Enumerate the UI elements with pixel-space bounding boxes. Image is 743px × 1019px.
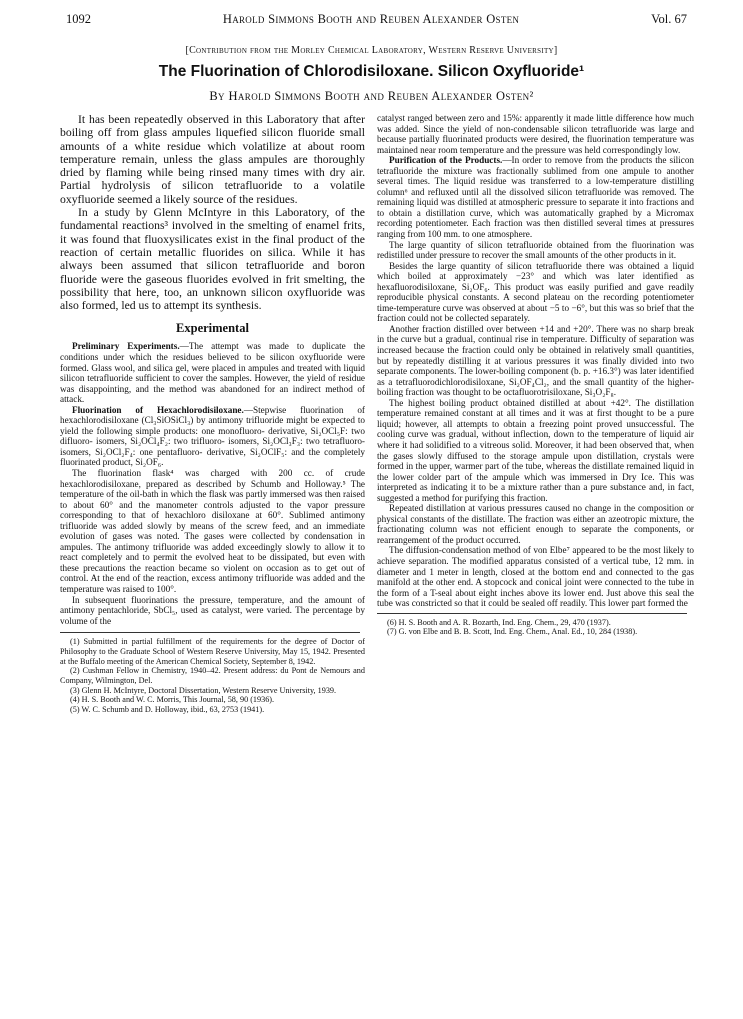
run-in-heading: Fluorination of Hexachlorodisiloxane.: [72, 404, 244, 415]
paragraph-text: —In order to remove from the products the silicon tetrafluoride the mixture was fractionally sublimed from one ampule to another several times. The liquid residue was transferred to a low-temperature distilling column⁶ and refluxed until all the dissolved silicon tetrafluoride was removed. The remaining liquid was distilled at atmospheric pressure to separate it into fractions and to obtain a distillation curve, which was automatically graphed by a Micromax recording potentiometer. Each fraction was then distilled several times at pressures ranging from 100 mm. to one atmosphere.: [377, 155, 695, 240]
footnote: (7) G. von Elbe and B. B. Scott, Ind. Eng. Chem., Anal. Ed., 10, 284 (1938).: [387, 627, 638, 637]
intro-paragraph: In a study by Glenn McIntyre in this Laboratory, of the fundamental reactions³ involved in the smelting of enamel frits, it was found that fluoxysilicates exist in the final product of the reaction of certain metallic fluorides on silica. While it has always been assumed that silicon tetrafluoride and boron fluoride were the gaseous fluorides evolved in frit smelting, the possibility that here, too, an unknown silicon oxyfluoride was also formed, led us to attempt its synthesis.: [60, 206, 365, 313]
run-in-heading: Preliminary Experiments.: [72, 341, 180, 352]
running-header: [66, 12, 687, 28]
intro-paragraph: It has been repeatedly observed in this Laboratory that after boiling off from glass ampules liquefied silicon fluoride small amounts of a white residue which volatilize at about room temperature remain, unless the glass ampules are thoroughly dried by flaming while being rinsed many times with dry air. Partial hydrolysis of silicon tetrafluoride to a volatile oxyfluoride seemed a likely source of the residues.: [60, 113, 365, 206]
run-in-heading: Purification of the Products.: [389, 155, 503, 166]
body-paragraph: In subsequent fluorinations the pressure, temperature, and the amount of antimony pentachloride, SbCl₅, used as catalyst, were varied. The percentage by volume of the: [60, 594, 365, 626]
section-heading: Experimental: [176, 321, 249, 336]
body-paragraph: [60, 405, 365, 468]
byline: By Harold Simmons Booth and Reuben Alexander Osten²: [209, 89, 534, 103]
footnote-divider: [377, 613, 687, 614]
footnote: (1) Submitted in partial fulfillment of the requirements for the degree of Doctor of Philosophy to the Graduate School of Western Reserve University, May 15, 1942. Presented at the Buffalo meeting of the American Chemical Society, September 8, 1942.: [60, 637, 365, 666]
body-paragraph: The large quantity of silicon tetrafluoride obtained from the fluorination was redistilled under pressure to recover the small amounts of the other products in it.: [377, 239, 694, 261]
body-paragraph: Repeated distillation at various pressures caused no change in the composition or physical constants of the distillate. The fraction was either an azeotropic mixture, the fractionating column was not efficient enough to separate the components, or rearrangement of the product occurred.: [377, 503, 694, 545]
left-column: [60, 113, 365, 715]
contribution-line: [Contribution from the Morley Chemical Laboratory, Western Reserve University]: [185, 45, 558, 56]
introduction: [60, 113, 365, 312]
footnote: (4) H. S. Booth and W. C. Morris, This Journal, 58, 90 (1936).: [70, 695, 275, 705]
body-paragraph: Another fraction distilled over between +14 and +20°. There was no sharp break in the curve but a gradual, continual rise in temperature. Difficulty of separation was increased because the fraction could only be obtained in relatively small quantities, but by repeatedly distilling it at various pressures it was finally divided into two separate components. The lower-boiling component (b. p. +16.3°) was later identified as a tetrafluorodichlorodisiloxane, Si₂OF₄Cl₂, and the small quantity of the higher-boiling fraction was thought to be octafluorotrisiloxane, Si₃O₂F₈.: [377, 323, 694, 398]
right-column: [377, 113, 694, 637]
body-paragraph: [60, 341, 365, 404]
footnotes: [60, 637, 365, 715]
body-paragraph: The highest boiling product obtained distilled at about +42°. The distillation temperature remained constant at all times and it was at first thought to be a pure liquid; however, all attempts to obtain a freezing point proved unsuccessful. The cooling curve was gradual, without inflection, down to the temperature of liquid air where it had solidified to a vitreous solid. Moreover, it had been observed that, when the gases slowly diffused to the storage ampule upon distillation, crystals were formed in the upper, warmer part of the tube, whereas the distillate remained liquid in the lower colder part of the ampule which was immersed in Dry Ice. This was interpreted as indicating it to be a mixture rather than a pure substance and, in fact, suggested a method for purifying this fraction.: [377, 397, 694, 503]
footnote: (5) W. C. Schumb and D. Holloway, ibid., 63, 2753 (1941).: [70, 705, 265, 715]
page-number: 1092: [66, 12, 91, 26]
body-paragraph: The fluorination flask⁴ was charged with 200 cc. of crude hexachlorodisiloxane, prepared as described by Schumb and Holloway.⁵ The temperature of the oil-bath in which the flask was partly immersed was then raised to about 60° and the manometer controls adjusted to the vapor pressure corresponding to that of hexachloro disiloxane at 60°. Sublimed antimony trifluoride was added slowly by means of the screw feed, and an immediate evolution of gases was noted. The gases were collected by condensation in ampules. The antimony trifluoride was added exceedingly slowly to allow it to react completely and to permit the evolved heat to be dissipated, but even with these precautions the reaction became so violent on occasion as to get out of control. At the end of the reaction, excess antimony trifluoride was added and the temperature was raised to 100°.: [60, 468, 365, 595]
body-paragraph: Besides the large quantity of silicon tetrafluoride there was obtained a liquid which boiled at approximately −23° and which was later identified as hexafluorodisiloxane, Si₂OF₆. This product was easily purified and gave readily reproducible physical constants. A second plateau on the recording potentiometer time-temperature curve was observed at about −5 to −6°, but this was so brief that the fraction could not be collected separately.: [377, 260, 694, 324]
footnote: (6) H. S. Booth and A. R. Bozarth, Ind. Eng. Chem., 29, 470 (1937).: [387, 617, 611, 627]
body-paragraph: catalyst ranged between zero and 15%: apparently it made little difference how much was added. Since the yield of non-condensable silicon tetrafluoride was large and because partially fluorinated products were desired, the fluorination temperature was maintained near room temperature and the pressure was held correspondingly low.: [377, 113, 694, 155]
footnotes: [377, 618, 694, 637]
body-paragraph: [377, 155, 694, 239]
paragraph-text: —Stepwise fluorination of hexachlorodisiloxane (Cl₃SiOSiCl₃) by antimony trifluoride might be expected to yield the following simple products: one monofluoro- derivative, Si₂OCl₅F: two difluoro- isomers, Si₂OCl₄F₂: two trifluoro- isomers, Si₂OCl₃F₃: two tetrafluoro- isomers, Si₂OCl₂F₄: one pentafluoro- derivative, Si₂OClF₅: and the completely fluorinated product, Si₂OF₆.: [60, 404, 365, 468]
running-title: Harold Simmons Booth and Reuben Alexander Osten: [222, 12, 520, 26]
footnote-divider: [60, 632, 360, 633]
article-title: The Fluorination of Chlorodisiloxane. Silicon Oxyfluoride¹: [158, 63, 585, 80]
volume-label: Vol. 67: [651, 12, 687, 26]
paragraph-text: —The attempt was made to duplicate the conditions under which the residues believed to be silicon oxyfluoride were formed. Glass wool, and silica gel, were placed in ampules and treated with liquid silicon tetrafluoride sufficient to cover the samples. However, the yield of residue was disappointing, and the method was abandoned for an indirect method of attack.: [60, 341, 365, 405]
footnote: (2) Cushman Fellow in Chemistry, 1940–42. Present address: du Pont de Nemours and Company, Wilmington, Del.: [60, 666, 365, 686]
experimental-text: [60, 341, 365, 626]
right-body: [377, 113, 694, 609]
footnote: (3) Glenn H. McIntyre, Doctoral Dissertation, Western Reserve University, 1939.: [70, 685, 337, 695]
body-paragraph: The diffusion-condensation method of von Elbe⁷ appeared to be the most likely to achieve separation. The modified apparatus consisted of a vertical tube, 12 mm. in diameter and 1 meter in length, closed at the bottom end and connected to the gas manifold at the other end. A stopcock and conical joint were connected to the tube in the form of a T-seal about eight inches above its lower end. Just above this seal the tube was constricted so that it could be sealed off readily. This lower part formed the: [377, 545, 694, 609]
